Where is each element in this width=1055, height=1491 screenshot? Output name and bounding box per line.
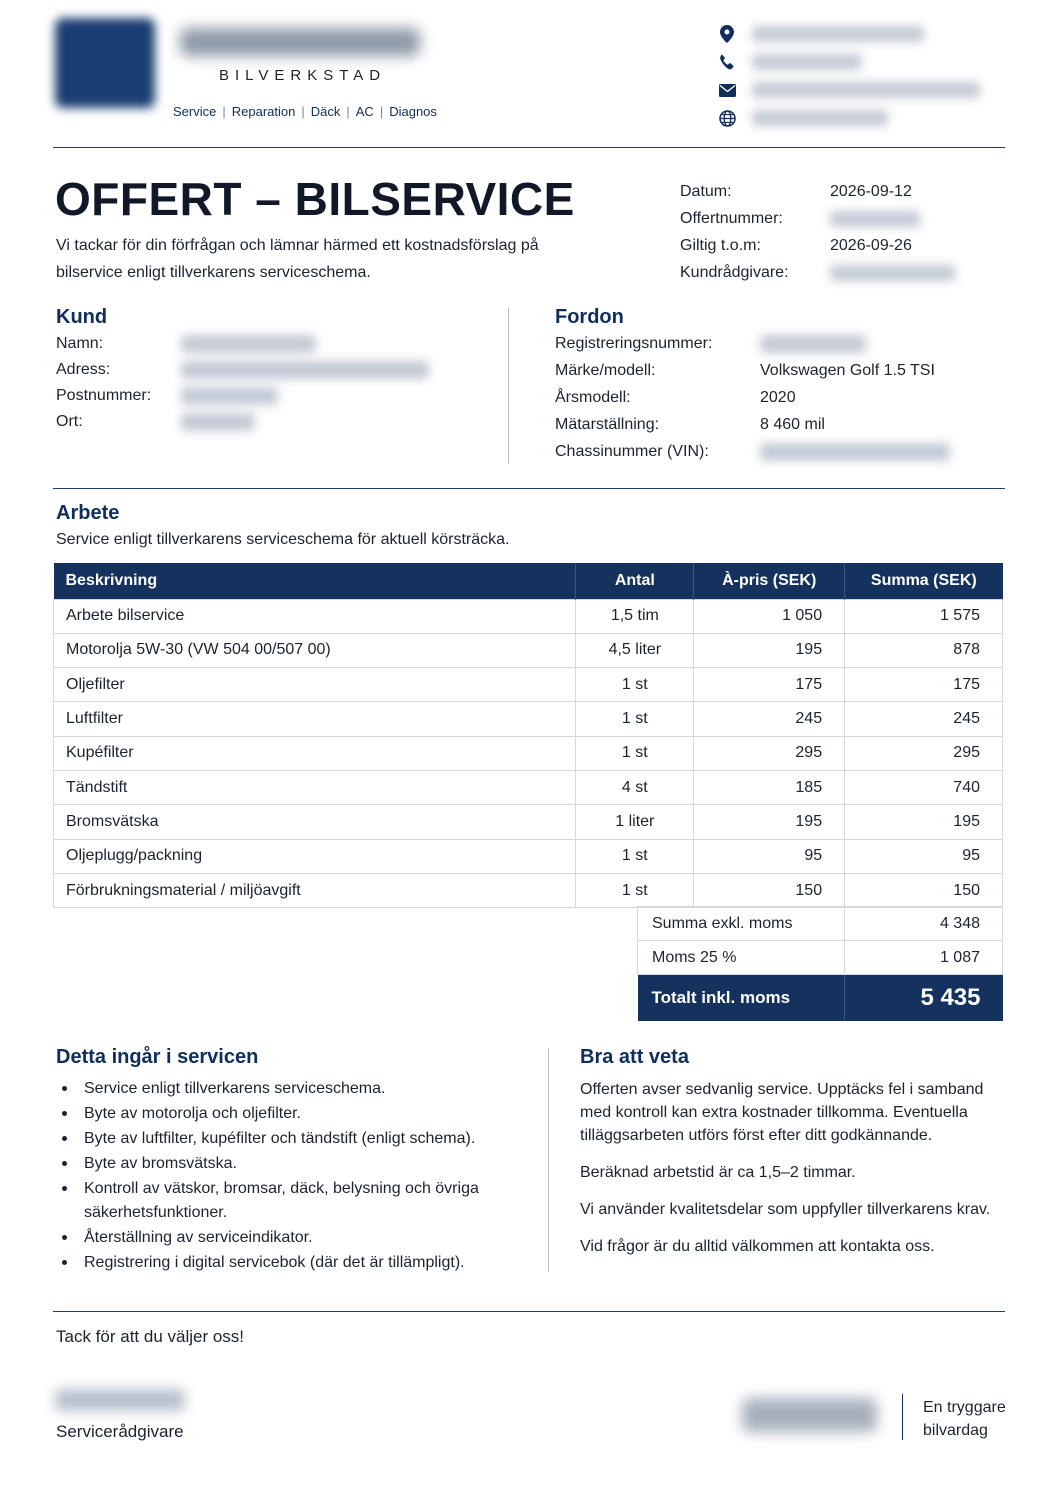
contact-info <box>718 20 980 132</box>
field-value-redacted <box>181 387 278 405</box>
cell-antal: 1 st <box>576 873 694 907</box>
contact-address <box>718 20 980 48</box>
contact-email <box>718 76 980 104</box>
cell-desc: Förbrukningsmaterial / miljöavgift <box>54 873 576 907</box>
field-label: Årsmodell: <box>555 388 631 406</box>
vehicle-row-vin <box>555 438 950 465</box>
field-label: Namn: <box>56 335 104 352</box>
cell-antal: 1 liter <box>576 805 694 839</box>
cell-desc: Motorolja 5W-30 (VW 504 00/507 00) <box>54 633 576 667</box>
contact-phone <box>718 48 980 76</box>
meta-label: Kundrådgivare: <box>680 263 789 281</box>
cell-summa: 878 <box>845 633 1003 667</box>
meta-row-giltig <box>680 232 955 259</box>
field-label: Ort: <box>56 413 83 430</box>
field-label: Chassinummer (VIN): <box>555 442 709 460</box>
field-value-redacted <box>760 335 866 353</box>
info-paragraph: Offerten avser sedvanlig service. Upptäcks fel i samband med kontroll kan extra kostnader tillkomma. Eventuella tilläggsarbeten utförs först efter ditt godkännande. <box>580 1081 984 1144</box>
list-item: Kontroll av vätskor, bromsar, däck, belysning och övriga säkerhetsfunktioner. <box>56 1177 526 1224</box>
totals-table <box>637 906 1003 1021</box>
field-label: Märke/modell: <box>555 361 656 379</box>
vehicle-section <box>555 306 950 465</box>
contact-website <box>718 104 980 132</box>
cell-summa: 95 <box>845 839 1003 873</box>
meta-label: Giltig t.o.m: <box>680 236 761 254</box>
section-divider <box>53 488 1005 489</box>
cell-antal: 1 st <box>576 702 694 736</box>
table-row <box>54 736 1003 770</box>
cell-summa: 740 <box>845 770 1003 804</box>
meta-value: 2026-09-12 <box>830 182 912 200</box>
table-row <box>54 805 1003 839</box>
vehicle-row-arsmodell <box>555 384 950 411</box>
customer-row-ort <box>56 409 429 435</box>
info-paragraph: Beräknad arbetstid är ca 1,5–2 timmar. <box>580 1164 856 1181</box>
advisor-name-redacted <box>55 1389 185 1411</box>
meta-row-offertnummer <box>680 205 955 232</box>
cell-apris: 195 <box>694 633 845 667</box>
grand-total-value: 5 435 <box>845 975 1003 1021</box>
vehicle-heading: Fordon <box>555 306 624 328</box>
service-item: AC <box>355 104 374 119</box>
cell-desc: Luftfilter <box>54 702 576 736</box>
column-header-antal: Antal <box>576 563 694 599</box>
footer-divider-vertical <box>902 1394 903 1440</box>
customer-row-adress <box>56 357 429 383</box>
cell-desc: Kupéfilter <box>54 736 576 770</box>
service-item: Reparation <box>231 104 296 119</box>
address-redacted <box>752 26 924 42</box>
header-divider <box>53 147 1005 148</box>
cell-apris: 1 050 <box>694 599 845 633</box>
meta-value-redacted <box>830 211 920 227</box>
included-list <box>56 1077 526 1274</box>
customer-section <box>56 306 429 435</box>
service-item: Diagnos <box>389 104 437 119</box>
cell-apris: 195 <box>694 805 845 839</box>
company-logo <box>55 18 155 108</box>
field-value-redacted <box>760 443 950 461</box>
work-heading: Arbete <box>56 502 120 524</box>
table-row <box>54 839 1003 873</box>
service-item: Service <box>173 104 217 119</box>
column-divider <box>548 1048 549 1272</box>
work-description: Service enligt tillverkarens serviceschema för aktuell körsträcka. <box>56 531 510 548</box>
cell-apris: 150 <box>694 873 845 907</box>
meta-row-kundradgivare <box>680 259 955 286</box>
cell-desc: Oljeplugg/packning <box>54 839 576 873</box>
table-row <box>54 873 1003 907</box>
meta-label: Offertnummer: <box>680 209 783 227</box>
work-section <box>56 502 510 549</box>
meta-label: Datum: <box>680 182 732 200</box>
list-item: Byte av motorolja och oljefilter. <box>56 1102 526 1126</box>
subtotal-label: Summa exkl. moms <box>638 907 845 941</box>
list-item: Återställning av serviceindikator. <box>56 1226 526 1250</box>
subtotal-row <box>638 907 1003 941</box>
cell-summa: 195 <box>845 805 1003 839</box>
field-value-redacted <box>181 335 316 353</box>
intro-text: Vi tackar för din förfrågan och lämnar härmed ett kostnadsförslag på bilservice enligt tillverkarens serviceschema. <box>56 237 539 281</box>
field-label: Registreringsnummer: <box>555 334 713 352</box>
meta-value: 2026-09-26 <box>830 236 912 254</box>
separator: | <box>379 104 384 119</box>
field-label: Mätarställning: <box>555 415 660 433</box>
cell-apris: 245 <box>694 702 845 736</box>
table-row <box>54 668 1003 702</box>
vehicle-row-regnr <box>555 330 950 357</box>
cell-desc: Tändstift <box>54 770 576 804</box>
tagline-line: bilvardag <box>923 1422 988 1439</box>
list-item: Byte av bromsvätska. <box>56 1152 526 1176</box>
tagline <box>923 1396 1006 1442</box>
vehicle-row-matar <box>555 411 950 438</box>
table-header-row <box>54 563 1003 599</box>
cell-desc: Bromsvätska <box>54 805 576 839</box>
globe-icon <box>718 109 736 127</box>
column-divider <box>508 308 509 464</box>
info-paragraph: Vid frågor är du alltid välkommen att kontakta oss. <box>580 1238 935 1255</box>
list-item: Registrering i digital servicebok (där det är tillämpligt). <box>56 1251 526 1275</box>
cell-antal: 1 st <box>576 839 694 873</box>
cell-desc: Oljefilter <box>54 668 576 702</box>
cell-antal: 4,5 liter <box>576 633 694 667</box>
included-section <box>56 1046 526 1276</box>
column-header-apris: À-pris (SEK) <box>694 563 845 599</box>
cell-apris: 175 <box>694 668 845 702</box>
service-item: Däck <box>310 104 341 119</box>
envelope-icon <box>718 81 736 99</box>
field-value-redacted <box>181 361 429 379</box>
advisor-role: Servicerådgivare <box>56 1422 184 1441</box>
table-row <box>54 633 1003 667</box>
column-header-summa: Summa (SEK) <box>845 563 1003 599</box>
page-title: OFFERT – BILSERVICE <box>55 173 575 225</box>
cell-summa: 150 <box>845 873 1003 907</box>
grand-total-label: Totalt inkl. moms <box>638 975 845 1021</box>
subtotal-value: 4 348 <box>845 907 1003 941</box>
meta-value-redacted <box>830 265 955 281</box>
customer-row-postnummer <box>56 383 429 409</box>
field-value: 2020 <box>760 388 796 406</box>
tagline-line: En tryggare <box>923 1399 1006 1416</box>
footer-logo-redacted <box>742 1398 877 1432</box>
cell-apris: 95 <box>694 839 845 873</box>
info-paragraph: Vi använder kvalitetsdelar som uppfyller tillverkarens krav. <box>580 1201 991 1218</box>
work-items-table <box>53 563 1003 908</box>
table-row <box>54 770 1003 804</box>
cell-apris: 185 <box>694 770 845 804</box>
website-redacted <box>752 110 888 126</box>
vat-label: Moms 25 % <box>638 941 845 975</box>
cell-summa: 1 575 <box>845 599 1003 633</box>
vat-row <box>638 941 1003 975</box>
thanks-text: Tack för att du väljer oss! <box>56 1327 245 1346</box>
good-to-know-heading: Bra att veta <box>580 1046 689 1068</box>
field-label: Adress: <box>56 361 111 378</box>
list-item: Byte av luftfilter, kupéfilter och tändstift (enligt schema). <box>56 1127 526 1151</box>
footer-divider <box>53 1311 1005 1312</box>
cell-summa: 295 <box>845 736 1003 770</box>
cell-antal: 1 st <box>576 736 694 770</box>
meta-row-datum <box>680 178 955 205</box>
cell-antal: 1 st <box>576 668 694 702</box>
good-to-know-section <box>580 1046 1010 1258</box>
field-value-redacted <box>181 413 255 431</box>
vat-value: 1 087 <box>845 941 1003 975</box>
cell-desc: Arbete bilservice <box>54 599 576 633</box>
list-item: Service enligt tillverkarens serviceschema. <box>56 1077 526 1101</box>
location-pin-icon <box>718 25 736 43</box>
services-list <box>173 104 437 119</box>
field-label: Postnummer: <box>56 387 152 404</box>
included-heading: Detta ingår i servicen <box>56 1046 259 1068</box>
customer-row-namn <box>56 331 429 357</box>
cell-antal: 1,5 tim <box>576 599 694 633</box>
separator: | <box>346 104 350 119</box>
table-row <box>54 702 1003 736</box>
phone-redacted <box>752 54 862 70</box>
cell-apris: 295 <box>694 736 845 770</box>
field-value: Volkswagen Golf 1.5 TSI <box>760 361 935 379</box>
cell-summa: 175 <box>845 668 1003 702</box>
email-redacted <box>752 82 980 98</box>
company-name-redacted <box>180 28 420 56</box>
cell-antal: 4 st <box>576 770 694 804</box>
offer-meta <box>680 178 955 286</box>
vehicle-row-marke <box>555 357 950 384</box>
phone-icon <box>718 53 736 71</box>
column-header-beskrivning: Beskrivning <box>54 563 576 599</box>
cell-summa: 245 <box>845 702 1003 736</box>
customer-heading: Kund <box>56 306 108 328</box>
separator: | <box>222 104 226 119</box>
grand-total-row <box>638 975 1003 1021</box>
field-value: 8 460 mil <box>760 415 825 433</box>
company-subtitle: BILVERKSTAD <box>219 67 387 84</box>
separator: | <box>301 104 305 119</box>
table-row <box>54 599 1003 633</box>
